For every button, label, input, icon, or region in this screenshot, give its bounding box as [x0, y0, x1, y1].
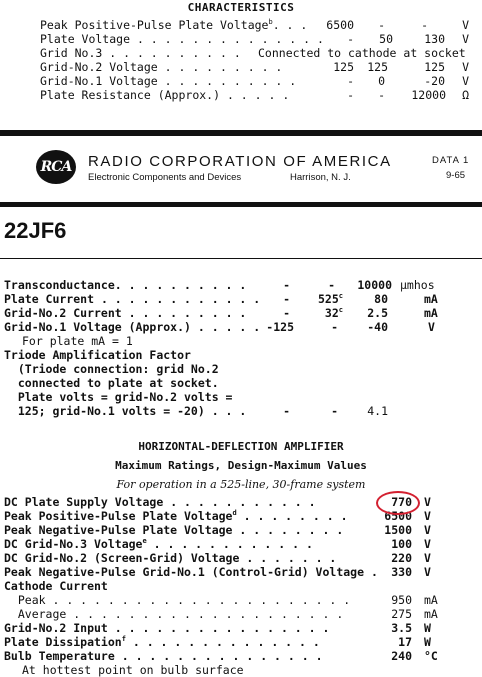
char-row-peak-positive [0, 18, 482, 32]
rca-logo: RCA [36, 150, 76, 184]
hda-value: 1500 [384, 523, 412, 537]
hda-label: DC Grid-No.3 Voltage [4, 537, 143, 551]
char-val-3: 12000 [411, 88, 446, 102]
hda-unit: °C [424, 649, 438, 663]
hda-unit: mA [424, 593, 438, 607]
footnote-mark: c [338, 292, 343, 300]
hda-value: 950 [391, 593, 412, 607]
data-sheet-number: DATA 1 [432, 155, 470, 166]
triode-line-4 [0, 390, 482, 404]
hda-row [0, 621, 482, 635]
char-label: Grid-No.2 Voltage [40, 60, 158, 74]
hda-label: Peak Negative-Pulse Plate Voltage [4, 523, 233, 537]
hda-heading: HORIZONTAL-DEFLECTION AMPLIFIER [138, 440, 344, 453]
leader-dots: . . . . . . . . . . . . . . . . . . . . [73, 607, 344, 621]
hda-label: Average [4, 607, 67, 621]
hda-subheading: Maximum Ratings, Design-Maximum Values [115, 459, 367, 472]
hda-row [0, 579, 482, 593]
leader-dots: . . . . . . . . . . . . . . [132, 635, 320, 649]
triode-text: (Triode connection: grid No.2 [4, 362, 219, 376]
rating-val-3: 10000 [357, 278, 392, 292]
char-unit: V [462, 32, 469, 46]
footnote-mark: e [142, 537, 147, 545]
hda-row [0, 523, 482, 537]
footnote-mark: c [338, 306, 343, 314]
char-val-1: - [347, 88, 354, 102]
rating-val-1: - [283, 278, 290, 292]
rating-unit: V [428, 320, 435, 334]
rating-val-3: -40 [367, 320, 388, 334]
triode-text: connected to plate at socket. [4, 376, 219, 390]
triode-line-1 [0, 348, 482, 362]
triode-text: 125; grid-No.1 volts = -20) . . . [4, 404, 247, 418]
rating-val-2: - [331, 320, 338, 334]
hda-value: 770 [391, 495, 412, 509]
rating-val-2: 525 [318, 292, 339, 306]
hda-label: Bulb Temperature [4, 649, 115, 663]
triode-val-2: - [331, 404, 338, 418]
note-text: At hottest point on bulb surface [22, 663, 244, 677]
char-val-1: 6500 [326, 18, 354, 32]
char-val-2: 0 [378, 74, 385, 88]
hda-unit: V [424, 509, 431, 523]
hda-unit: W [424, 621, 431, 635]
note-text: For plate mA = 1 [22, 334, 133, 348]
leader-dots: . . . . . . . . . . . . . . . . . . . . . . [52, 593, 351, 607]
rating-unit: µmhos [400, 278, 435, 292]
leader-dots: . . . . . . . [246, 551, 337, 565]
leader-dots: . [370, 565, 378, 579]
triode-val-3: 4.1 [367, 404, 388, 418]
leader-dots: . . . . . [226, 88, 290, 102]
char-val-1: 125 [333, 60, 354, 74]
leader-dots: . . . . . . . . . . [114, 278, 247, 292]
char-unit: V [462, 60, 469, 74]
leader-dots: . . . . . . . . . . . . . . . [121, 649, 323, 663]
banner-rule-bottom [0, 202, 482, 207]
division-name: Electronic Components and Devices [88, 172, 242, 183]
hda-unit: V [424, 523, 431, 537]
leader-dots: . . . . . . . . [239, 523, 344, 537]
company-city: Harrison, N. J. [290, 172, 351, 183]
char-val-2: 125 [367, 60, 388, 74]
rating-label: Grid-No.1 Voltage (Approx.) [4, 320, 191, 334]
char-val-1: - [347, 32, 354, 46]
characteristics-heading: CHARACTERISTICS [187, 1, 295, 14]
hda-row [0, 607, 482, 621]
leader-dots: . . . . . . . . . [164, 60, 283, 74]
hda-label: Cathode Current [4, 579, 108, 593]
leader-dots: . . . . . . . . . . . . [100, 292, 261, 306]
char-row-plate-voltage [0, 32, 482, 46]
leader-dots: . . . . . . . . . [128, 306, 247, 320]
hda-unit: mA [424, 607, 438, 621]
rating-unit: mA [424, 306, 438, 320]
char-val-1: - [347, 74, 354, 88]
hda-system: For operation in a 525-line, 30-frame system [116, 478, 366, 491]
leader-dots: . . . . . [197, 320, 261, 334]
char-label: Peak Positive-Pulse Plate Voltage [40, 18, 269, 32]
banner-rule-top [0, 130, 482, 136]
triode-text: Plate volts = grid-No.2 volts = [4, 390, 233, 404]
char-label: Plate Voltage [40, 32, 131, 46]
char-label: Plate Resistance (Approx.) [40, 88, 221, 102]
footnote-mark: d [232, 509, 237, 517]
char-row-plate-resistance [0, 88, 482, 102]
hda-unit: W [424, 635, 431, 649]
char-label: Grid No.3 [40, 46, 103, 60]
rating-row-grid-no2-current [0, 306, 482, 320]
hda-value: 6500 [384, 509, 412, 523]
hda-value: 330 [391, 565, 412, 579]
triode-val-1: - [283, 404, 290, 418]
tube-type-title: 22JF6 [4, 218, 67, 243]
hda-label: Peak Positive-Pulse Plate Voltage [4, 509, 233, 523]
char-val-2: - [378, 18, 385, 32]
plate-ma-note [0, 334, 482, 348]
rating-row-grid-no1-voltage [0, 320, 482, 334]
hda-value: 3.5 [391, 621, 412, 635]
hda-value: 220 [391, 551, 412, 565]
char-unit: V [462, 74, 469, 88]
char-label: Grid-No.1 Voltage [40, 74, 158, 88]
hda-unit: V [424, 537, 431, 551]
char-unit: V [462, 18, 469, 32]
leader-dots: . . . . . . . . . . . . . . [136, 32, 324, 46]
hda-value: 275 [391, 607, 412, 621]
hda-row [0, 551, 482, 565]
rating-val-1: -125 [266, 320, 294, 334]
rating-label: Grid-No.2 Current [4, 306, 122, 320]
rating-unit: mA [424, 292, 438, 306]
hda-row [0, 565, 482, 579]
char-val-3: -20 [424, 74, 445, 88]
triode-line-3 [0, 376, 482, 390]
hda-label: Plate Dissipation [4, 635, 122, 649]
rating-row-plate-current [0, 292, 482, 306]
hda-row [0, 635, 482, 649]
leader-dots: . . . . . . . . . . . . [153, 537, 313, 551]
rating-val-3: 80 [374, 292, 388, 306]
rating-row-transconductance [0, 278, 482, 292]
leader-dots: . . . . . . . . . . . [170, 495, 316, 509]
footnote-mark: b [268, 18, 273, 26]
grid3-connection-text: Connected to cathode at socket [258, 46, 466, 60]
hda-value: 100 [391, 537, 412, 551]
rating-label: Transconductance [4, 278, 115, 292]
char-val-2: - [378, 88, 385, 102]
rating-label: Plate Current [4, 292, 95, 306]
char-row-grid-no2-voltage [0, 60, 482, 74]
rating-val-2: - [328, 278, 335, 292]
hda-label: Peak [4, 593, 46, 607]
hda-unit: V [424, 495, 431, 509]
char-val-2: 50 [379, 32, 393, 46]
rating-val-2: 32 [324, 306, 339, 320]
hda-row [0, 537, 482, 551]
hda-unit: V [424, 565, 431, 579]
leader-dots: . . . . . . . . . . [164, 74, 297, 88]
leader-dots: . . . . . . . . [243, 509, 348, 523]
triode-text: Triode Amplification Factor [4, 348, 191, 362]
char-unit: Ω [462, 88, 469, 102]
footnote-mark: f [121, 635, 126, 643]
highlight-circle [376, 491, 420, 515]
char-val-3: 130 [424, 32, 445, 46]
hda-value: 240 [391, 649, 412, 663]
hda-label: Peak Negative-Pulse Grid-No.1 (Control-Grid) Voltage [4, 565, 365, 579]
hda-unit: V [424, 551, 431, 565]
rating-val-1: - [283, 292, 290, 306]
leader-dots: . . . . . . . . . . . . . . . . [114, 621, 330, 635]
char-val-3: 125 [424, 60, 445, 74]
triode-line-2 [0, 362, 482, 376]
hda-label: DC Plate Supply Voltage [4, 495, 164, 509]
data-sheet-date: 9-65 [446, 170, 466, 181]
leader-dots: . . . . . . . . . . [109, 46, 241, 60]
rating-val-1: - [283, 306, 290, 320]
hda-row [0, 593, 482, 607]
hda-label: Grid-No.2 Input [4, 621, 108, 635]
hda-value: 17 [398, 635, 412, 649]
char-row-grid-no3 [0, 46, 482, 60]
leader-dots: . . . [272, 18, 308, 32]
company-name: RADIO CORPORATION OF AMERICA [88, 153, 392, 170]
hda-row [0, 649, 482, 663]
char-row-grid-no1-voltage [0, 74, 482, 88]
triode-line-5 [0, 404, 482, 418]
rating-val-3: 2.5 [367, 306, 388, 320]
hda-label: DC Grid-No.2 (Screen-Grid) Voltage [4, 551, 240, 565]
char-val-3: - [421, 18, 428, 32]
title-divider [0, 258, 482, 259]
